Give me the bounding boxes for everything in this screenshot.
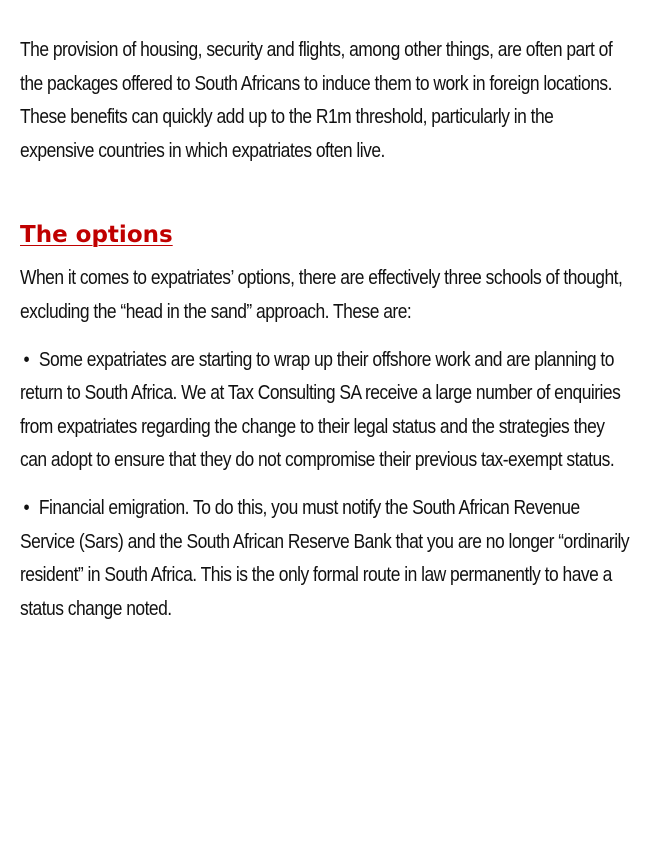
- article-body: [20, 34, 630, 640]
- bullet-marker: •: [23, 348, 30, 371]
- options-intro-paragraph: When it comes to expatriates’ options, there are effectively three schools of thought, excluding the “head in the sand” approach. These are:: [20, 267, 623, 323]
- intro-paragraph: The provision of housing, security and flights, among other things, are often part of the packages offered to South Africans to induce them to work in foreign locations. These benefits can quickly add up to the R1m threshold, particularly in the expensive countries in which expatriates often live.: [20, 39, 613, 162]
- bullet-marker: •: [23, 496, 30, 519]
- bullet-item-return-to-sa: [20, 344, 630, 478]
- bullet-text: Some expatriates are starting to wrap up their offshore work and are planning to return to South Africa. We at Tax Consulting SA receive a large number of enquiries from expatriates regarding the change to their legal status and the strategies they can adopt to ensure that they do not compromise their previous tax-exempt status.: [20, 348, 621, 472]
- bullet-text: Financial emigration. To do this, you must notify the South African Revenue Service (Sars) and the South African Reserve Bank that you are no longer “ordinarily resident” in South Africa. This is the only formal route in law permanently to have a status change noted.: [20, 496, 630, 620]
- bullet-item-financial-emigration: [20, 492, 630, 626]
- section-heading: The options: [20, 222, 173, 249]
